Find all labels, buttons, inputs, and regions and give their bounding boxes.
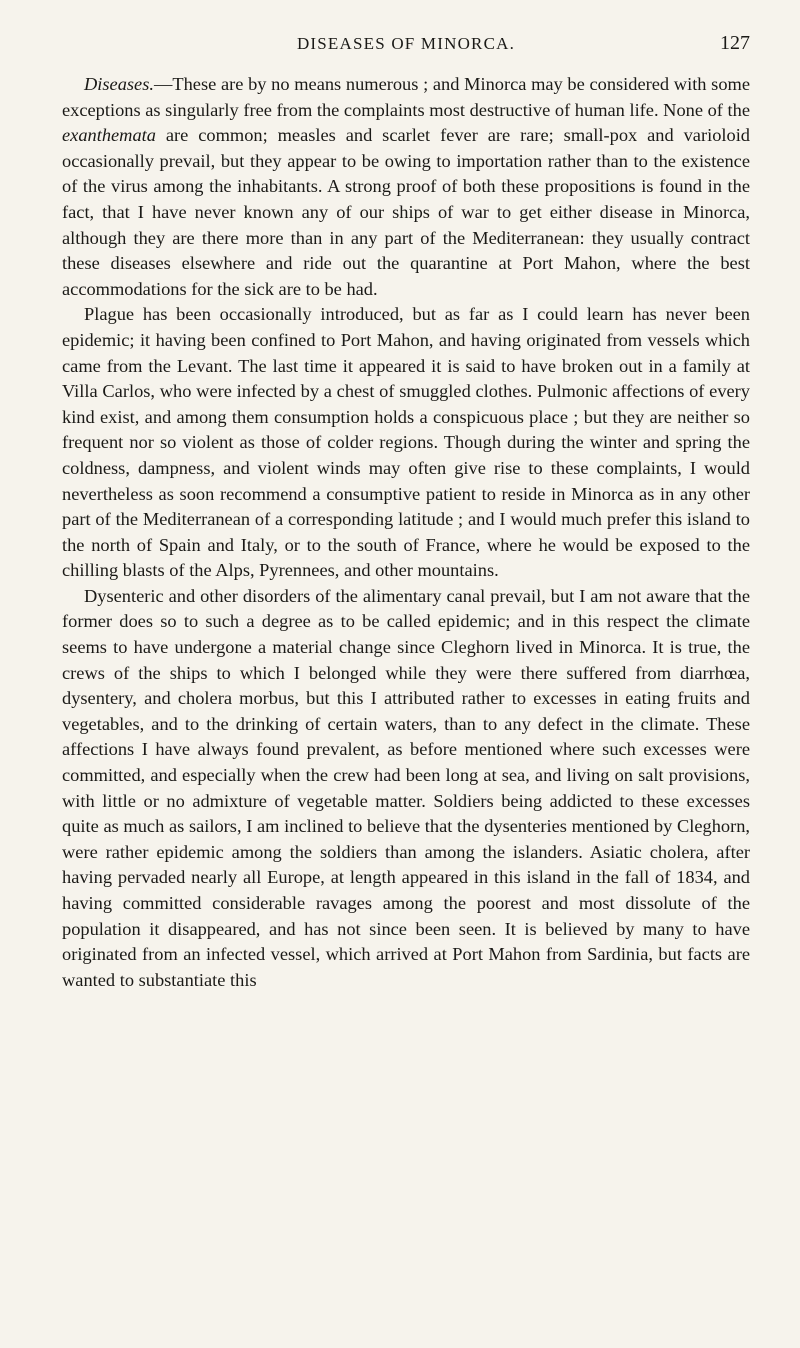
paragraph-text: are common; measles and scarlet fever are rare; small-pox and varioloid occasionally prevail, but they appear to be owing to importation rather than to the existence of the virus among the inhabitants. A strong proof of both these propositions is found in the fact, that I have never known any of our ships of war to get either disease in Minorca, although they are there more than in any part of the Mediterranean: they usually contract these diseases elsewhere and ride out the quarantine at Port Mahon, where the best accommodations for the sick are to be had.: [62, 125, 750, 299]
body-text: [62, 72, 750, 993]
paragraph-dysentery: Dysenteric and other disorders of the alimentary canal prevail, but I am not aware that the former does so to such a degree as to be called epidemic; and in this respect the climate seems to have undergone a material change since Cleghorn lived in Minorca. It is true, the crews of the ships to which I belonged while they were there suffered from diarrhœa, dysentery, and cholera morbus, but this I attributed rather to excesses in eating fruits and vegetables, and to the drinking of certain waters, than to any defect in the climate. These affections I have always found prevalent, as before mentioned where such excesses were committed, and especially when the crew had been long at sea, and living on salt provisions, with little or no admixture of vegetable matter. Soldiers being addicted to these excesses quite as much as sailors, I am inclined to believe that the dysenteries mentioned by Cleghorn, were rather epidemic among the soldiers than among the islanders. Asiatic cholera, after having pervaded nearly all Europe, at length appeared in this island in the fall of 1834, and having committed considerable ravages among the poorest and most dissolute of the population it disappeared, and has not since been seen. It is believed by many to have originated from an infected vessel, which arrived at Port Mahon from Sardinia, but facts are wanted to substantiate this: [62, 585, 750, 990]
page-number: 127: [720, 32, 750, 54]
italic-term: exanthemata: [62, 125, 156, 146]
running-title: DISEASES OF MINORCA.: [296, 34, 516, 53]
running-head: [62, 30, 750, 60]
paragraph-diseases: [62, 72, 750, 302]
paragraph-text: —These are by no means numerous ; and Minorca may be considered with some exceptions as singularly free from the complaints most destructive of human life. None of the: [62, 74, 750, 120]
section-lead: Diseases.: [84, 74, 154, 94]
paragraph-plague: Plague has been occasionally introduced, but as far as I could learn has never been epidemic; it having been confined to Port Mahon, and having originated from vessels which came from the Levant. The last time it appeared it is said to have broken out in a family at Villa Carlos, who were infected by a chest of smuggled clothes. Pulmonic affections of every kind exist, and among them consumption holds a conspicuous place ; but they are neither so frequent nor so violent as those of colder regions. Though during the winter and spring the coldness, dampness, and violent winds may often give rise to these complaints, I would nevertheless as soon recommend a consumptive patient to reside in Minorca as in any other part of the Mediterranean of a corresponding latitude ; and I would much prefer this island to the north of Spain and Italy, or to the south of France, where he would be exposed to the chilling blasts of the Alps, Pyrennees, and other mountains.: [62, 304, 750, 581]
